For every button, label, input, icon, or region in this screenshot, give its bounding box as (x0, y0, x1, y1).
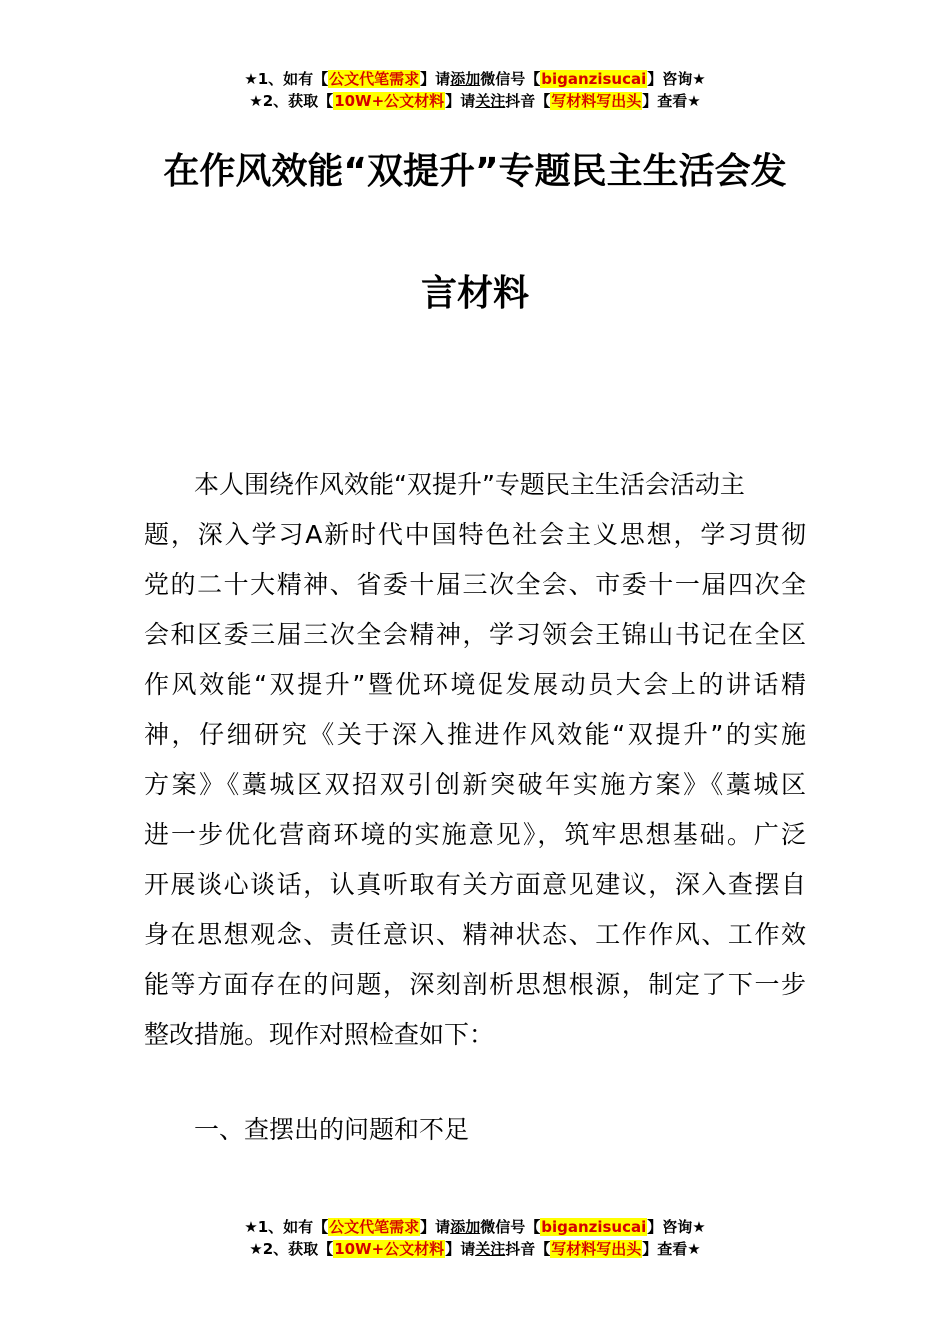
banner-underlined-text: 关注 (475, 1240, 506, 1258)
banner-text: 微信号【 (480, 1218, 541, 1236)
banner-underlined-text: 关注 (475, 92, 506, 110)
section-heading-1: 一、查摆出的问题和不足 (194, 1115, 470, 1144)
banner-text: 】请 (420, 1218, 451, 1236)
banner-text: 】请 (445, 1240, 476, 1258)
banner-line-2 (0, 1238, 950, 1260)
header-banner (0, 68, 950, 112)
footer-banner (0, 1216, 950, 1260)
banner-text: ★1、如有【 (244, 1218, 329, 1236)
paragraph-line: 本人围绕作风效能“双提升”专题民主生活会活动主 (194, 470, 745, 499)
banner-text: 】请 (420, 70, 451, 88)
document-title-line-2: 言材料 (420, 273, 529, 314)
banner-text: 】请 (445, 92, 476, 110)
banner-text: 抖音【 (505, 92, 551, 110)
banner-highlight: 10W+公文材料 (334, 92, 445, 110)
banner-text: 微信号【 (480, 70, 541, 88)
banner-text: 抖音【 (505, 1240, 551, 1258)
paragraph-line: 整改措施。现作对照检查如下： (144, 1020, 495, 1049)
banner-text: ★1、如有【 (244, 70, 329, 88)
paragraph-line: 能等方面存在的问题，深刻剖析思想根源，制定了下一步 (144, 970, 806, 999)
banner-wechat-id: biganzisucai (541, 70, 647, 88)
banner-text: ★2、获取【 (249, 92, 334, 110)
banner-text: 】查看★ (642, 1240, 701, 1258)
banner-wechat-id: biganzisucai (541, 1218, 647, 1236)
banner-text: 】咨询★ (647, 1218, 706, 1236)
banner-douyin-account: 写材料写出头 (551, 1240, 642, 1258)
banner-text: ★2、获取【 (249, 1240, 334, 1258)
banner-highlight: 10W+公文材料 (334, 1240, 445, 1258)
paragraph-line: 会和区委三届三次全会精神，学习领会王锦山书记在全区 (144, 620, 806, 649)
banner-line-2 (0, 90, 950, 112)
banner-underlined-text: 添加 (450, 1218, 481, 1236)
document-title-line-1: 在作风效能“双提升”专题民主生活会发 (163, 151, 787, 192)
paragraph-line: 开展谈心谈话，认真听取有关方面意见建议，深入查摆自 (144, 870, 806, 899)
paragraph-line: 党的二十大精神、省委十届三次全会、市委十一届四次全 (144, 570, 806, 599)
banner-text: 】查看★ (642, 92, 701, 110)
paragraph-line: 题，深入学习A新时代中国特色社会主义思想，学习贯彻 (144, 520, 806, 549)
banner-highlight: 公文代笔需求 (329, 1218, 420, 1236)
banner-line-1 (0, 1216, 950, 1238)
banner-douyin-account: 写材料写出头 (551, 92, 642, 110)
banner-highlight: 公文代笔需求 (329, 70, 420, 88)
intro-paragraph (144, 460, 806, 1060)
banner-text: 】咨询★ (647, 70, 706, 88)
paragraph-line: 身在思想观念、责任意识、精神状态、工作作风、工作效 (144, 920, 806, 949)
paragraph-line: 方案》《藁城区双招双引创新突破年实施方案》《藁城区 (144, 770, 806, 799)
banner-underlined-text: 添加 (450, 70, 481, 88)
paragraph-line: 作风效能“双提升”暨优环境促发展动员大会上的讲话精 (144, 670, 806, 699)
paragraph-line: 进一步优化营商环境的实施意见》，筑牢思想基础。广泛 (144, 820, 806, 849)
paragraph-line: 神，仔细研究《关于深入推进作风效能“双提升”的实施 (144, 720, 806, 749)
banner-line-1 (0, 68, 950, 90)
